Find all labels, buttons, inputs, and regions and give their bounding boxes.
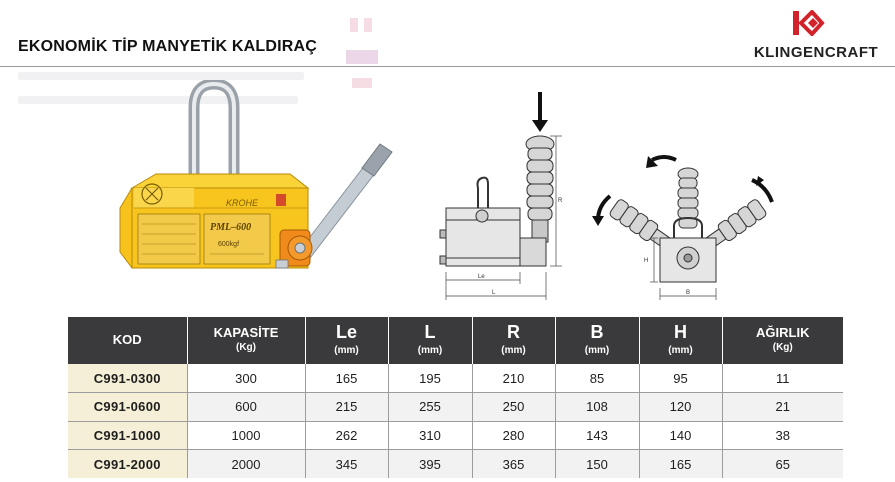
dim-r-label: R — [558, 198, 563, 204]
cell-r: 280 — [472, 421, 555, 450]
column-header: Le (mm) — [305, 317, 388, 364]
ghost-text-line — [18, 72, 304, 80]
cell-weight: 11 — [722, 364, 843, 393]
lever-handle — [300, 144, 392, 258]
cell-r: 210 — [472, 364, 555, 393]
cell-b: 143 — [555, 421, 639, 450]
cell-l: 395 — [388, 450, 472, 479]
cell-b: 85 — [555, 364, 639, 393]
cell-le: 215 — [305, 393, 388, 422]
cell-code: C991-0300 — [68, 364, 187, 393]
cell-h: 95 — [639, 364, 722, 393]
product-brand-label: KROHE — [226, 198, 259, 208]
cell-b: 150 — [555, 450, 639, 479]
table-row — [68, 364, 843, 393]
cell-code: C991-0600 — [68, 393, 187, 422]
table-row — [68, 450, 843, 479]
dim-l-label: L — [492, 290, 496, 296]
cell-weight: 38 — [722, 421, 843, 450]
cell-code: C991-2000 — [68, 450, 187, 479]
dim-b-label: B — [686, 290, 691, 296]
column-header: KAPASİTE (Kg) — [187, 317, 305, 364]
cell-capacity: 600 — [187, 393, 305, 422]
cell-capacity: 2000 — [187, 450, 305, 479]
cell-l: 255 — [388, 393, 472, 422]
cell-h: 120 — [639, 393, 722, 422]
grip-handle — [526, 136, 554, 242]
cell-l: 310 — [388, 421, 472, 450]
brand-logo-mark-icon — [792, 10, 826, 36]
cell-b: 108 — [555, 393, 639, 422]
column-header: KOD — [68, 317, 187, 364]
spec-table — [68, 317, 843, 478]
product-photo — [110, 80, 400, 300]
column-header: L (mm) — [388, 317, 472, 364]
front-view-diagram — [588, 140, 788, 306]
cell-l: 195 — [388, 364, 472, 393]
column-header: R (mm) — [472, 317, 555, 364]
table-header-row — [68, 317, 843, 364]
brand-logo — [742, 6, 890, 62]
cell-h: 165 — [639, 450, 722, 479]
cell-h: 140 — [639, 421, 722, 450]
arrow-down-icon — [532, 92, 548, 132]
rotate-right-arrow-icon — [752, 180, 772, 202]
column-header: AĞIRLIK (Kg) — [722, 317, 843, 364]
rotate-left-arrow-icon — [652, 157, 676, 160]
cell-r: 365 — [472, 450, 555, 479]
product-model-label: PML–600 — [210, 222, 252, 233]
cell-weight: 21 — [722, 393, 843, 422]
column-header: B (mm) — [555, 317, 639, 364]
lever-hub — [276, 230, 312, 268]
cell-le: 262 — [305, 421, 388, 450]
cell-le: 345 — [305, 450, 388, 479]
column-header: H (mm) — [639, 317, 722, 364]
product-capacity-label: 600kgf — [218, 241, 240, 248]
cell-r: 250 — [472, 393, 555, 422]
cell-weight: 65 — [722, 450, 843, 479]
side-view-diagram — [430, 88, 580, 306]
cell-le: 165 — [305, 364, 388, 393]
cell-capacity: 300 — [187, 364, 305, 393]
dim-le-label: Le — [478, 274, 485, 280]
cell-capacity: 1000 — [187, 421, 305, 450]
header-divider — [0, 66, 895, 67]
dim-h-label: H — [644, 258, 649, 264]
page-title: EKONOMİK TİP MANYETİK KALDIRAÇ — [18, 38, 318, 55]
brand-name: KLINGENCRAFT — [753, 44, 879, 61]
cell-code: C991-1000 — [68, 421, 187, 450]
table-row — [68, 393, 843, 422]
table-row — [68, 421, 843, 450]
